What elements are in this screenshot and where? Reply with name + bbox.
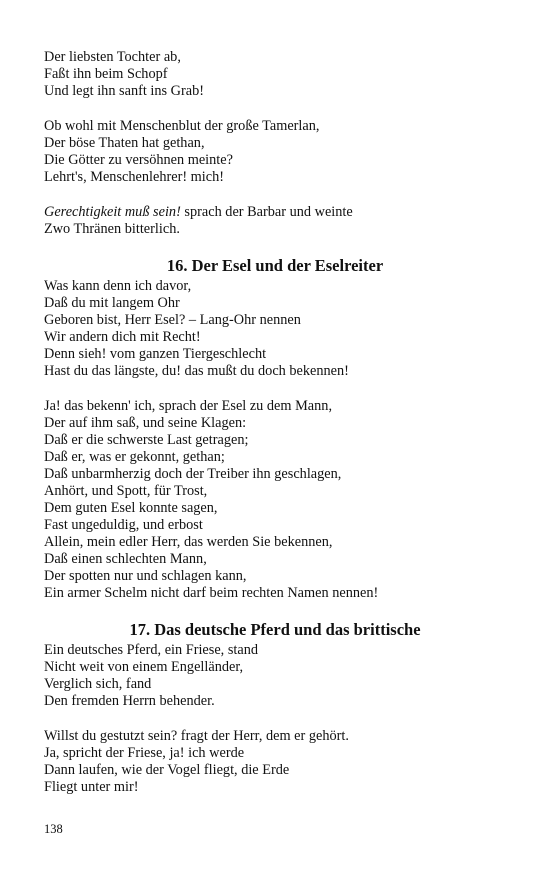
text-line: Allein, mein edler Herr, das werden Sie bekennen, [44, 534, 333, 550]
text-line: Daß er, was er gekonnt, gethan; [44, 449, 225, 465]
text-line: Verglich sich, fand [44, 676, 152, 692]
text-line: Ein armer Schelm nicht darf beim rechten Namen nennen! [44, 585, 379, 601]
text-line: Geboren bist, Herr Esel? – Lang-Ohr nennen [44, 312, 301, 328]
text-line: Daß unbarmherzig doch der Treiber ihn geschlagen, [44, 466, 342, 482]
text-line: Daß du mit langem Ohr [44, 295, 180, 311]
text-line: Die Götter zu versöhnen meinte? [44, 152, 233, 168]
text-line: Wir andern dich mit Recht! [44, 329, 201, 345]
text-line: Daß er die schwerste Last getragen; [44, 432, 249, 448]
text-line: Ein deutsches Pferd, ein Friese, stand [44, 642, 259, 658]
text-line: Faßt ihn beim Schopf [44, 66, 168, 82]
line-remainder: sprach der Barbar und weinte [180, 204, 353, 220]
text-line: Dem guten Esel konnte sagen, [44, 500, 218, 516]
page-number: 138 [44, 822, 63, 836]
text-line: Den fremden Herrn behender. [44, 693, 215, 709]
text-line: Zwo Thränen bitterlich. [44, 221, 180, 237]
text-line: Nicht weit von einem Engelländer, [44, 659, 244, 675]
text-line: Und legt ihn sanft ins Grab! [44, 83, 205, 99]
text-line: Lehrt's, Menschenlehrer! mich! [44, 169, 225, 185]
text-line: Ja, spricht der Friese, ja! ich werde [44, 745, 245, 761]
text-line: Hast du das längste, du! das mußt du doch bekennen! [44, 363, 349, 379]
text-line [44, 204, 353, 221]
text-line: Daß einen schlechten Mann, [44, 551, 207, 567]
text-line: Fast ungeduldig, und erbost [44, 517, 203, 533]
text-line: Dann laufen, wie der Vogel fliegt, die Erde [44, 762, 290, 778]
text-line: Fliegt unter mir! [44, 779, 139, 795]
text-line: Der auf ihm saß, und seine Klagen: [44, 415, 247, 431]
text-line: Anhört, und Spott, für Trost, [44, 483, 208, 499]
text-line: Ja! das bekenn' ich, sprach der Esel zu dem Mann, [44, 398, 333, 414]
text-line: Ob wohl mit Menschenblut der große Tamerlan, [44, 118, 320, 134]
text-line: Was kann denn ich davor, [44, 278, 192, 294]
text-line: Der liebsten Tochter ab, [44, 49, 181, 65]
text-line: Der böse Thaten hat gethan, [44, 135, 205, 151]
section-heading: 16. Der Esel und der Eselreiter [166, 256, 384, 275]
text-line: Denn sieh! vom ganzen Tiergeschlecht [44, 346, 267, 362]
text-line: Willst du gestutzt sein? fragt der Herr, dem er gehört. [44, 728, 349, 744]
italic-phrase: Gerechtigkeit muß sein! [44, 204, 181, 220]
text-line: Der spotten nur und schlagen kann, [44, 568, 247, 584]
section-heading: 17. Das deutsche Pferd und das brittische [129, 620, 421, 639]
